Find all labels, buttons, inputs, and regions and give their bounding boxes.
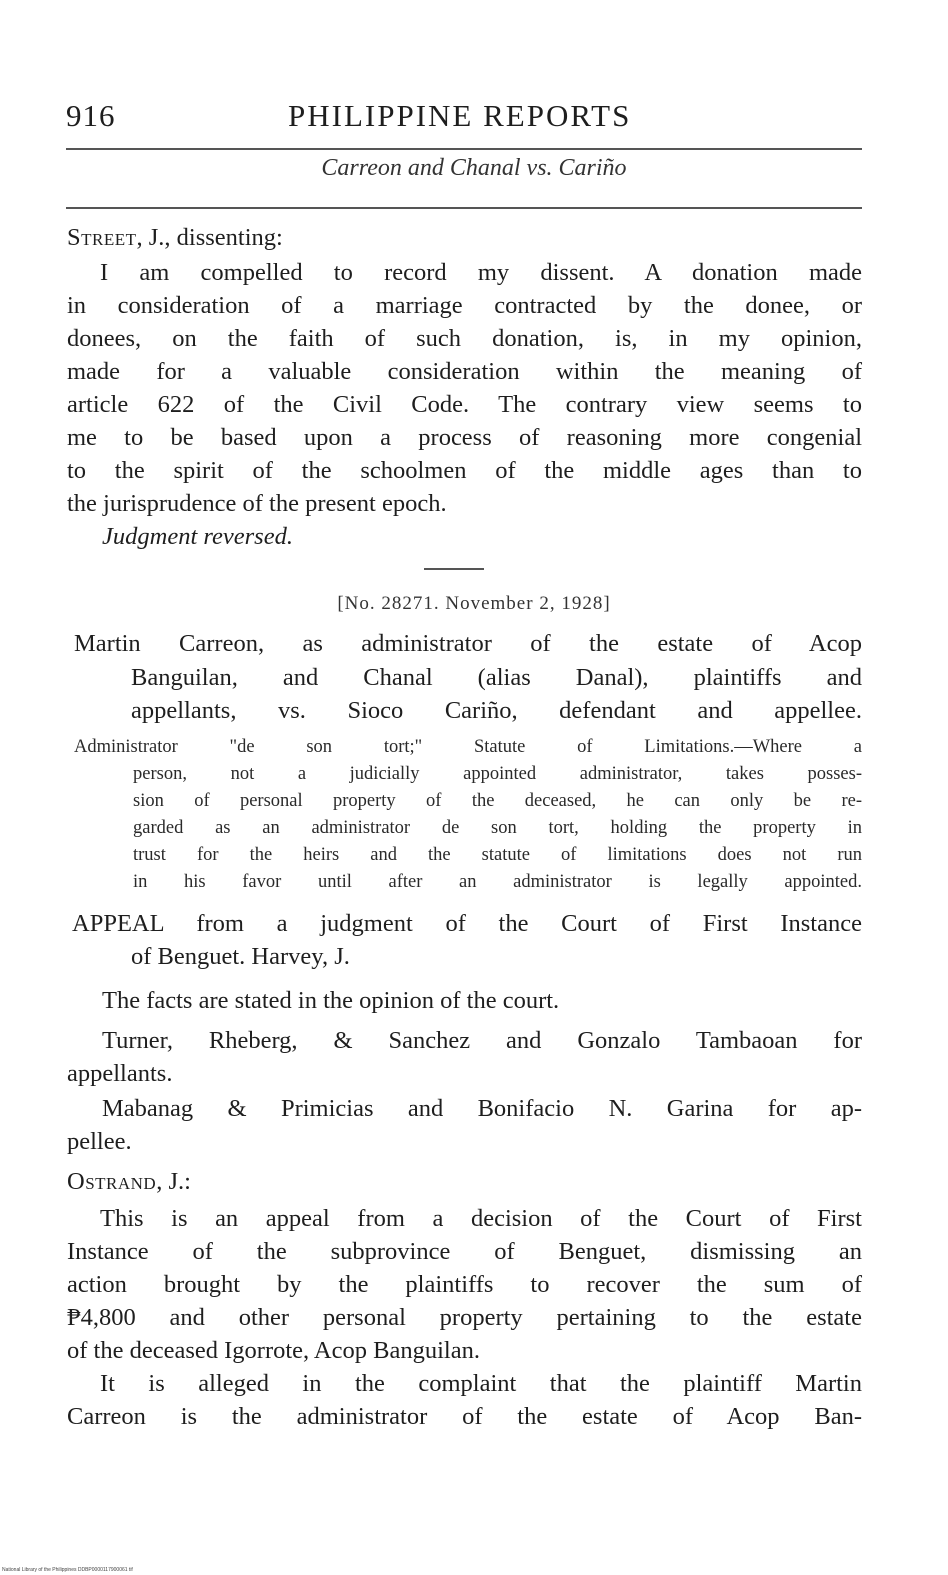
facts-statement: The facts are stated in the opinion of the court. [102, 987, 560, 1014]
dissent-line: donees, on the faith of such donation, is, in my opinion, [67, 325, 862, 352]
dissent-line: in consideration of a marriage contracted by the donee, or [67, 292, 862, 319]
dissent-line: to the spirit of the schoolmen of the middle ages than to [67, 457, 862, 484]
appeal-line: APPEAL from a judgment of the Court of First Instance [72, 910, 862, 937]
syllabus-line: trust for the heirs and the statute of limitations does not run [133, 845, 862, 865]
docket-line: [No. 28271. November 2, 1928] [337, 593, 611, 614]
parties-line: Banguilan, and Chanal (alias Danal), plaintiffs and [131, 664, 862, 691]
judgment-disposition: Judgment reversed. [102, 523, 293, 550]
syllabus-line: Administrator "de son tort;" Statute of Limitations.—Where a [74, 737, 862, 757]
counsel-line: Turner, Rheberg, & Sanchez and Gonzalo Tambaoan for [102, 1027, 862, 1054]
opinion-line: of the deceased Igorrote, Acop Banguilan. [67, 1337, 480, 1364]
opinion-judge-name: Ostrand [67, 1168, 157, 1195]
dissent-line: me to be based upon a process of reasoning more congenial [67, 424, 862, 451]
counsel-line: appellants. [67, 1060, 173, 1087]
syllabus-line: garded as an administrator de son tort, holding the property in [133, 818, 862, 838]
parties-line: Martin Carreon, as administrator of the estate of Acop [74, 630, 862, 657]
syllabus-line: in his favor until after an administrator is legally appointed. [133, 872, 862, 892]
section-separator [424, 568, 484, 570]
dissent-line: article 622 of the Civil Code. The contrary view seems to [67, 391, 862, 418]
opinion-line: This is an appeal from a decision of the Court of First [100, 1205, 862, 1232]
opinion-heading [67, 1168, 191, 1196]
scan-footer: National Library of the Philippines DDBP0000117900061 tif [2, 1567, 133, 1573]
dissent-line: made for a valuable consideration within the meaning of [67, 358, 862, 385]
opinion-line: Carreon is the administrator of the estate of Acop Ban- [67, 1403, 862, 1430]
opinion-line: ₱4,800 and other personal property pertaining to the estate [67, 1304, 862, 1331]
opinion-heading-rest: , J.: [156, 1168, 191, 1195]
parties-line: appellants, vs. Sioco Cariño, defendant and appellee. [131, 697, 862, 724]
syllabus-line: person, not a judicially appointed administrator, takes posses- [133, 764, 862, 784]
counsel-line: Mabanag & Primicias and Bonifacio N. Garina for ap- [102, 1095, 862, 1122]
opinion-line: action brought by the plaintiffs to recover the sum of [67, 1271, 862, 1298]
case-short-title: Carreon and Chanal vs. Cariño [321, 155, 627, 181]
page-number: 916 [66, 98, 116, 133]
dissent-heading-rest: , J., dissenting: [136, 224, 283, 251]
header-rule-top [66, 148, 862, 150]
header-rule-bottom [66, 207, 862, 209]
syllabus-line: sion of personal property of the deceased, he can only be re- [133, 791, 862, 811]
counsel-line: pellee. [67, 1128, 132, 1155]
dissent-line: I am compelled to record my dissent. A donation made [100, 259, 862, 286]
dissent-judge-name: Street [67, 224, 137, 251]
dissent-line: the jurisprudence of the present epoch. [67, 490, 447, 517]
running-title: PHILIPPINE REPORTS [288, 98, 632, 133]
dissent-heading [67, 224, 283, 252]
appeal-line: of Benguet. Harvey, J. [131, 943, 350, 970]
opinion-line: Instance of the subprovince of Benguet, dismissing an [67, 1238, 862, 1265]
opinion-line: It is alleged in the complaint that the plaintiff Martin [100, 1370, 862, 1397]
